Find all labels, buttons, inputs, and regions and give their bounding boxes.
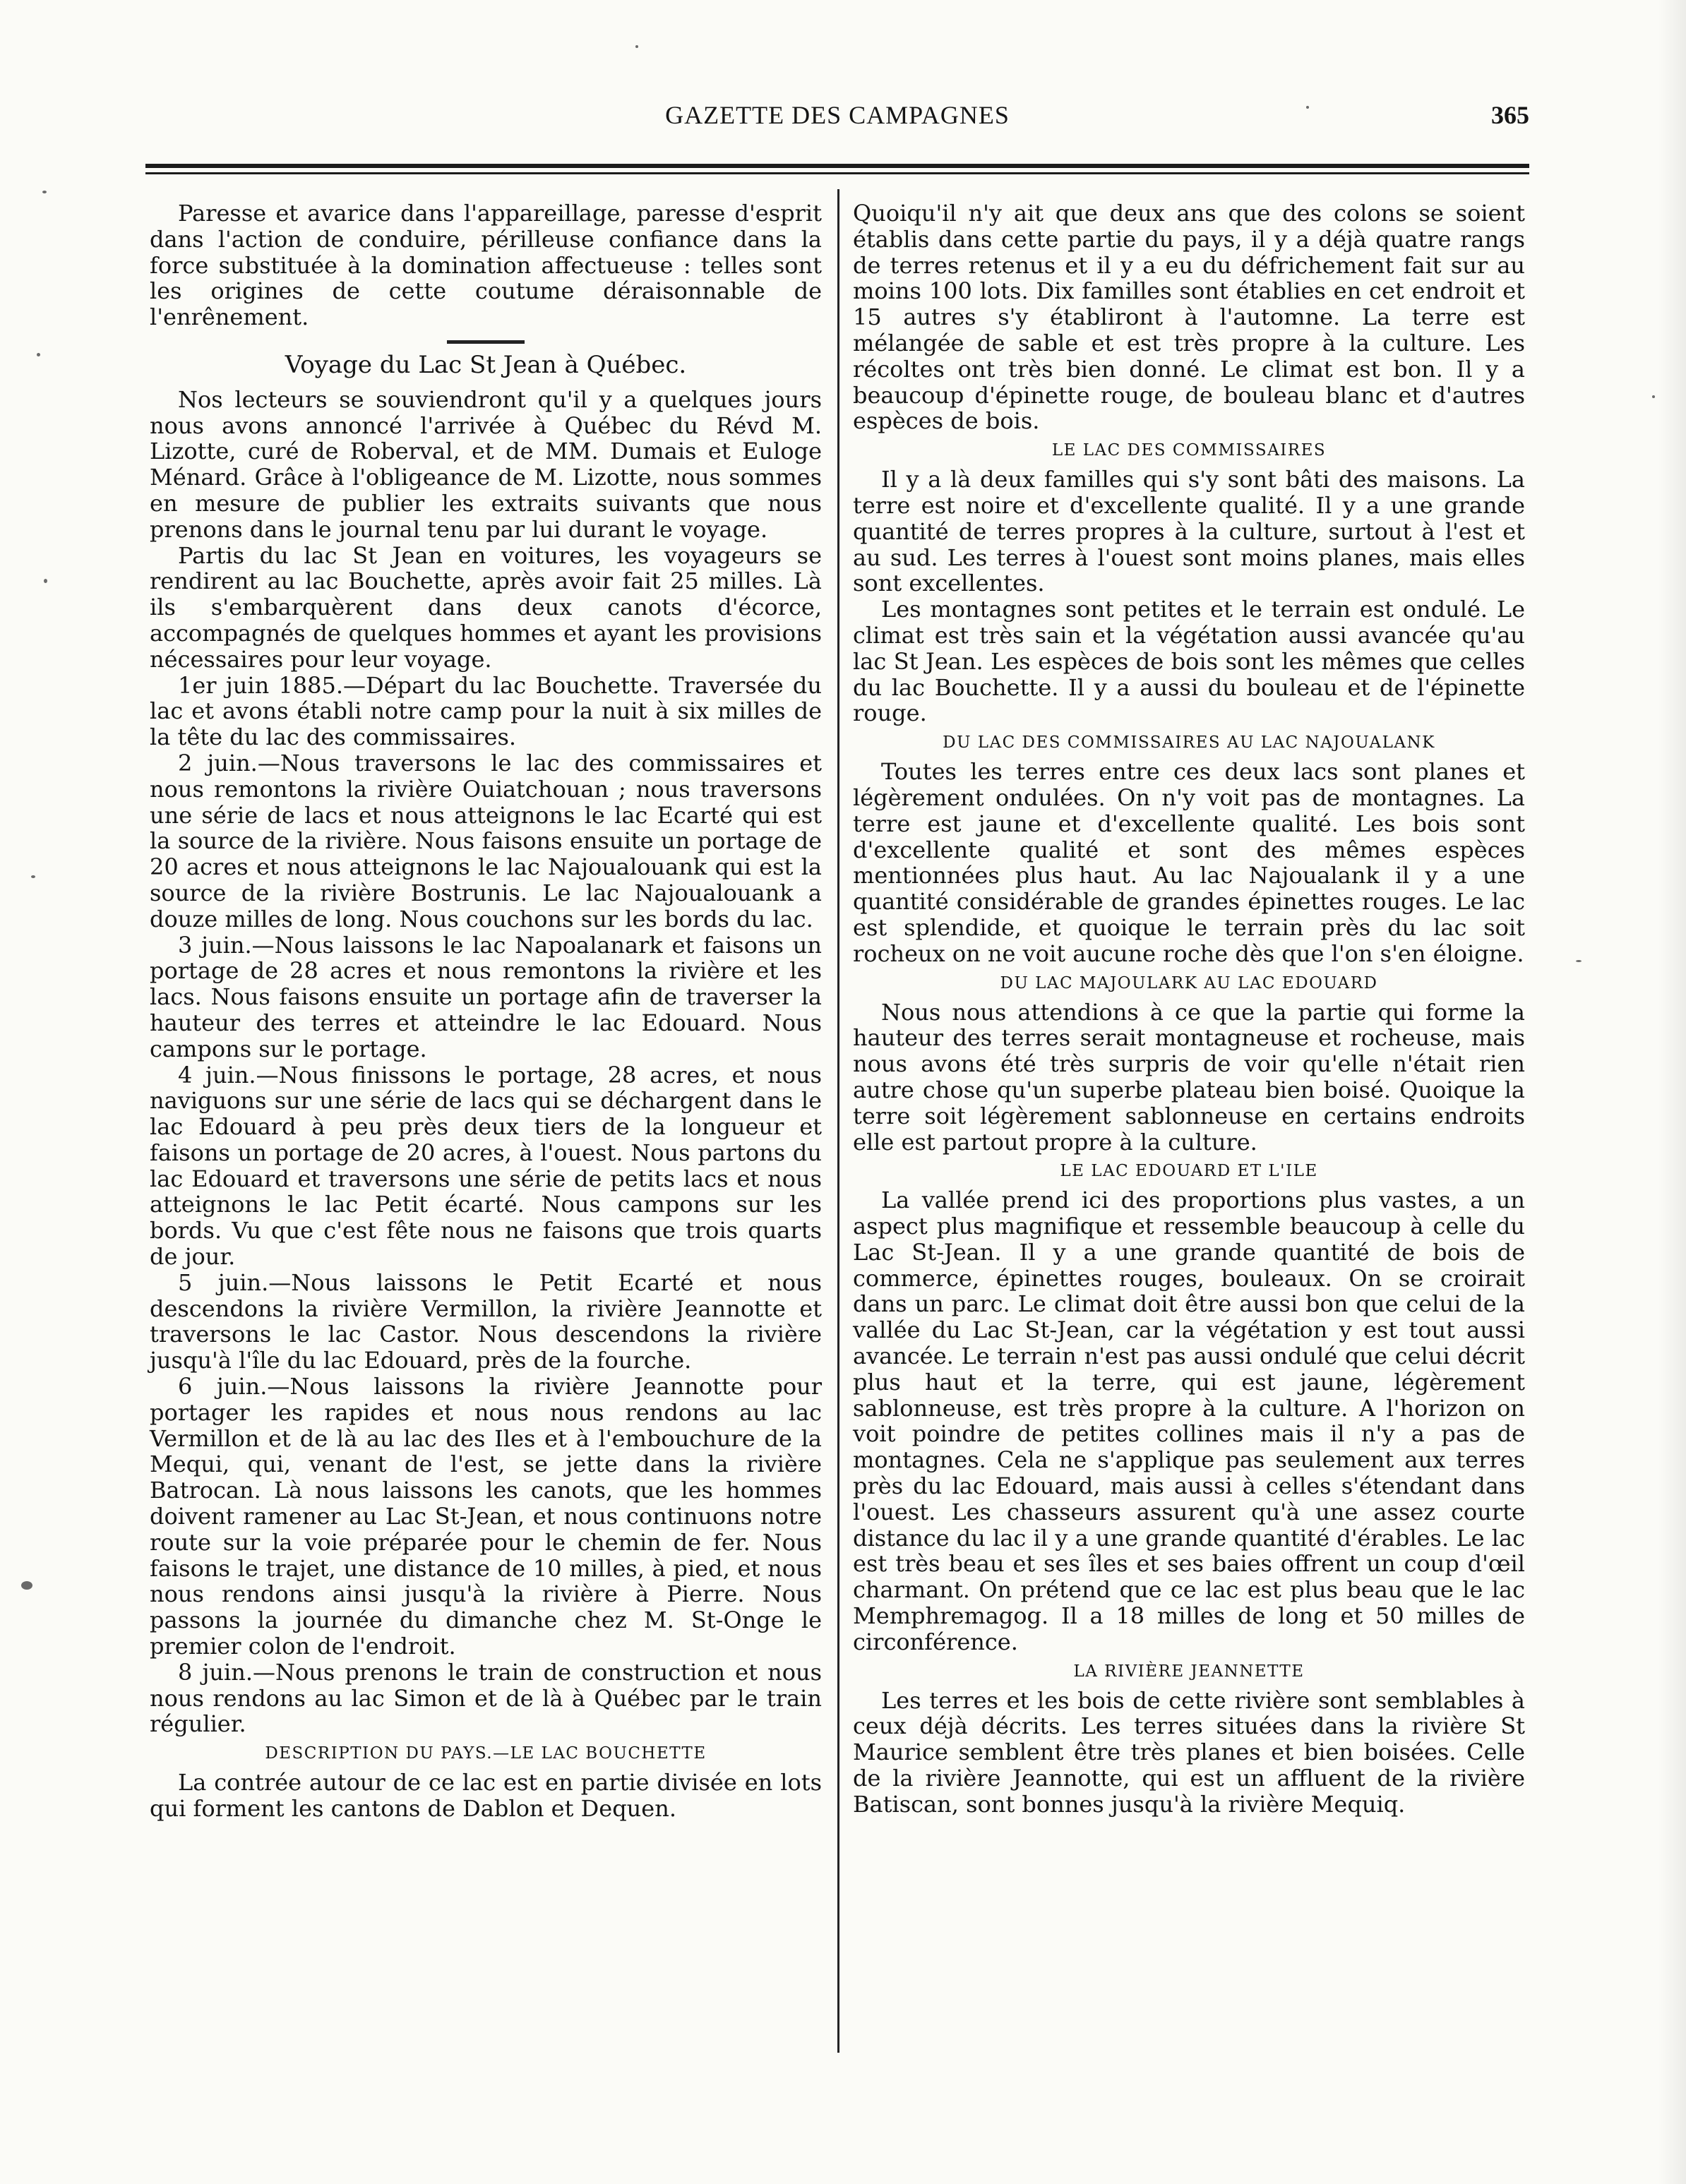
print-speck	[42, 191, 47, 193]
section-heading: LE LAC DES COMMISSAIRES	[1051, 441, 1327, 460]
print-speck	[21, 1581, 32, 1590]
section-heading: DU LAC MAJOULARK AU LAC EDOUARD	[1000, 973, 1378, 992]
continuation-paragraph: Quoiqu'il n'y ait que deux ans que des colons se soient établis dans cette partie du pays, il y a déjà quatre rangs de terres retenus et il y a eu du défrichement fait sur au moins 100 lots. Dix familles sont établies en cet endroit et 15 autres s'y établiront à l'automne. La terre est mélangée de sable et est très propre à la culture. Les récoltes ont très bien donné. Le climat est bon. Il y a beaucoup d'épinette rouge, de bouleau blanc et d'autres espèces de bois.	[853, 200, 1525, 435]
section-heading: DU LAC DES COMMISSAIRES AU LAC NAJOUALANK	[943, 733, 1435, 752]
section-paragraph: Les terres et les bois de cette rivière sont semblables à ceux déjà décrits. Les terres situées dans la rivière St Maurice semblent être très planes et bien boisées. Celle de la rivière Jeannotte, qui est un affluent de la rivière Batiscan, sont bonnes jusqu'à la rivière Mequiq.	[853, 1686, 1525, 1818]
print-speck	[1576, 960, 1582, 962]
article-separator	[447, 340, 525, 344]
page-number: 365	[1491, 101, 1529, 129]
print-speck	[31, 875, 35, 878]
section-paragraph: Il y a là deux familles qui s'y sont bâti des maisons. La terre est noire et d'excellente qualité. Il y a une grande quantité de terres propres à la culture, surtout à l'est et au sud. Les terres à l'ouest sont moins planes, mais elles sont excellentes.	[853, 466, 1525, 597]
column-divider	[837, 189, 839, 2053]
article-paragraph: 6 juin.—Nous laissons la rivière Jeannotte pour portager les rapides et nous nous rendons au lac Vermillon et de là au lac des Iles et à l'embouchure de la Mequi, qui, venant de l'est, se jette dans la rivière Batrocan. Là nous laissons les canots, que les hommes doivent ramener au Lac St-Jean, et nous continuons notre route sur la voie préparée pour le chemin de fer. Nous faisons le trajet, une distance de 10 milles, à pied, et nous nous rendons ainsi jusqu'à la rivière à Pierre. Nous passons la journée du dimanche chez M. St-Onge le premier colon de l'endroit.	[150, 1373, 822, 1660]
left-column	[150, 200, 822, 1822]
section-paragraph: Toutes les terres entre ces deux lacs sont planes et légèrement ondulées. On n'y voit pas de montagnes. La terre est jaune et d'excellente qualité. Les bois sont d'excellente qualité et sont des mêmes espèces mentionnées plus haut. Au lac Najoualank il y a une quantité considérable de grandes épinettes rouges. Le lac est splendide, et quoique le terrain près du lac soit rocheux on ne voit aucune roche dès que l'on s'en éloigne.	[853, 758, 1525, 967]
section-heading: DESCRIPTION DU PAYS.—LE LAC BOUCHETTE	[265, 1744, 707, 1763]
page-edge-shade	[1658, 0, 1686, 2184]
section-heading: LA RIVIÈRE JEANNETTE	[1073, 1662, 1305, 1681]
header-rule-thick	[145, 164, 1529, 168]
article-paragraph: 8 juin.—Nous prenons le train de construction et nous nous rendons au lac Simon et de là à Québec par le train régulier.	[150, 1658, 822, 1738]
running-title: GAZETTE DES CAMPAGNES	[665, 101, 1010, 129]
print-speck	[635, 45, 638, 48]
print-speck	[44, 579, 47, 583]
section-paragraph: Les montagnes sont petites et le terrain est ondulé. Le climat est très sain et la végétation aussi avancée qu'au lac St Jean. Les espèces de bois sont les mêmes que celles du lac Bouchette. Il y a aussi du bouleau et de l'épinette rouge.	[853, 596, 1525, 727]
print-speck	[1652, 395, 1655, 398]
article-title: Voyage du Lac St Jean à Québec.	[285, 350, 687, 379]
section-paragraph: Nous nous attendions à ce que la partie qui forme la hauteur des terres serait montagneuse et rocheuse, mais nous avons été très surpris de voir qu'elle n'était rien autre chose qu'un superbe plateau bien boisé. Quoique la terre soit légèrement sablonneuse en certains endroits elle est partout propre à la culture.	[853, 998, 1525, 1156]
article-paragraph: 3 juin.—Nous laissons le lac Napoalanark et faisons un portage de 28 acres et nous remontons la rivière et les lacs. Nous faisons ensuite un portage afin de traverser la hauteur des terres et atteindre le lac Edouard. Nous campons sur le portage.	[150, 931, 822, 1062]
section-heading: LE LAC EDOUARD ET L'ILE	[1060, 1162, 1318, 1181]
right-column	[853, 200, 1525, 1818]
article-paragraph: 1er juin 1885.—Départ du lac Bouchette. Traversée du lac et avons établi notre camp pour la nuit à six milles de la tête du lac des commissaires.	[150, 671, 822, 751]
article-paragraph: 4 juin.—Nous finissons le portage, 28 acres, et nous naviguons sur une série de lacs qui se déchargent dans le lac Edouard à peu près deux tiers de la longueur et faisons un portage de 20 acres, à l'ouest. Nous partons du lac Edouard et traversons une série de petits lacs et nous atteignons le lac Petit écarté. Nous campons sur les bords. Vu que c'est fête nous ne faisons que trois quarts de jour.	[150, 1061, 822, 1271]
article-paragraph: 5 juin.—Nous laissons le Petit Ecarté et nous descendons la rivière Vermillon, la rivière Jeannotte et traversons le lac Castor. Nous descendons la rivière jusqu'à l'île du lac Edouard, près de la fourche.	[150, 1268, 822, 1374]
section-paragraph: La vallée prend ici des proportions plus vastes, a un aspect plus magnifique et ressemble beaucoup à celle du Lac St-Jean. Il y a une grande quantité de bois de commerce, épinettes rouges, bouleaux. On se croirait dans un parc. Le climat doit être aussi bon que celui de la vallée du Lac St-Jean, car la végétation y est tout aussi avancée. Le terrain n'est pas aussi ondulé que celui décrit plus haut et la terre, qui est jaune, légèrement sablonneuse, est très propre à la culture. A l'horizon on voit poindre de petites collines mais il n'y a pas de montagnes. Cela ne s'applique pas seulement aux terres près du lac Edouard, mais aussi à celles s'étendant dans l'ouest. Les chasseurs assurent qu'à une assez courte distance du lac il y a une grande quantité d'érables. Le lac est très beau et ses îles et ses baies offrent un coup d'œil charmant. On prétend que ce lac est plus beau que le lac Memphremagog. Il a 18 milles de long et 50 milles de circonférence.	[853, 1187, 1525, 1655]
header-rule-thin	[145, 172, 1529, 174]
page-header	[145, 100, 1529, 140]
print-speck	[37, 353, 40, 356]
print-speck	[1306, 106, 1309, 109]
article-paragraph: Partis du lac St Jean en voitures, les voyageurs se rendirent au lac Bouchette, après avoir fait 25 milles. Là ils s'embarquèrent dans deux canots d'écorce, accompagnés de quelques hommes et ayant les provisions nécessaires pour leur voyage.	[150, 541, 822, 673]
article-paragraph: Nos lecteurs se souviendront qu'il y a quelques jours nous avons annoncé l'arrivée à Québec du Révd M. Lizotte, curé de Roberval, et de MM. Dumais et Euloge Ménard. Grâce à l'obligeance de M. Lizotte, nous sommes en mesure de publier les extraits suivants que nous prenons dans le journal tenu par lui durant le voyage.	[150, 385, 822, 543]
description-paragraph: La contrée autour de ce lac est en partie divisée en lots qui forment les cantons de Dablon et Dequen.	[150, 1769, 822, 1823]
article-paragraph: 2 juin.—Nous traversons le lac des commissaires et nous remontons la rivière Ouiatchouan ; nous traversons une série de lacs et nous atteignons le lac Ecarté qui est la source de la rivière. Nous faisons ensuite un portage de 20 acres et nous atteignons le lac Najoualouank qui est la source de la rivière Bostrunis. Le lac Najoualouank a douze milles de long. Nous couchons sur les bords du lac.	[150, 749, 822, 932]
intro-paragraph: Paresse et avarice dans l'appareillage, paresse d'esprit dans l'action de conduire, périlleuse confiance dans la force substituée à la domination affectueuse : telles sont les origines de cette coutume déraisonnable de l'enrênement.	[150, 200, 822, 331]
